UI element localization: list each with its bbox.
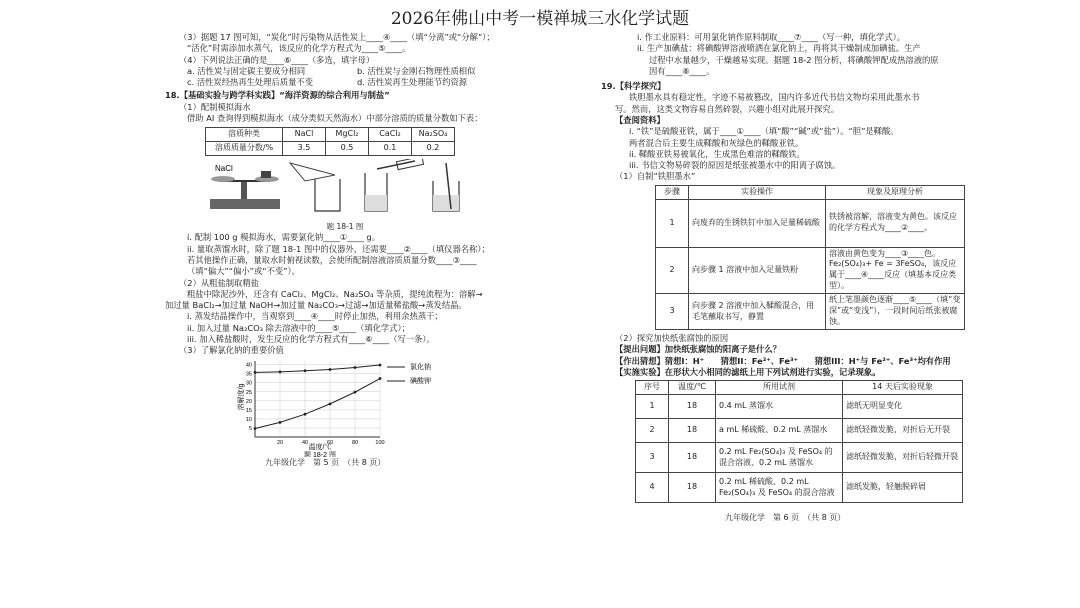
y-tick-label: 25 bbox=[245, 389, 252, 396]
beaker-with-rod-icon bbox=[433, 163, 459, 211]
data-point bbox=[254, 427, 257, 430]
graduated-cylinder-icon bbox=[365, 159, 424, 211]
question-line: 【提出问题】加快纸张腐蚀的阳离子是什么？ bbox=[615, 344, 781, 355]
data-point bbox=[329, 368, 332, 371]
table-cell: 18 bbox=[669, 395, 716, 419]
table-cell: a mL 稀硫酸、0.2 mL 蒸馏水 bbox=[716, 419, 843, 443]
text-line: ii. 生产加碘盐：将碘酸钾溶液喷洒在氯化钠上，再将其干燥制成加碘盐。生产 bbox=[637, 43, 921, 54]
table-header-cell: Na₂SO₄ bbox=[412, 128, 455, 142]
data-point bbox=[279, 370, 282, 373]
ink-experiment-table bbox=[655, 185, 965, 330]
table-cell: 0.2 mL Fe₂(SO₄)₃ 及 FeSO₄ 的混合溶液、0.2 mL 蒸馏水 bbox=[716, 443, 843, 473]
reference-heading: 【查阅资料】 bbox=[615, 114, 665, 125]
table-cell: 3 bbox=[636, 443, 669, 473]
table-header-cell: MgCl₂ bbox=[326, 128, 369, 142]
data-point bbox=[379, 377, 382, 380]
table-cell: 3.5 bbox=[283, 142, 326, 156]
q17-lines bbox=[165, 32, 525, 88]
table-cell: 向步骤 2 溶液中加入鞣酸混合，用毛笔蘸取书写，静置 bbox=[689, 294, 826, 330]
sub-heading: （1）自制“铁胆墨水” bbox=[615, 171, 696, 182]
table-cell: 溶液由黄色变为____③____色。Fe₂(SO₄)₃+ Fe = 3FeSO₄，该反应属于____④____反应（填基本反应类型）。 bbox=[826, 247, 965, 294]
chart-caption: 题 18-2 图 bbox=[304, 451, 336, 457]
text-line: （4）下列说法正确的是____⑥____（多选，填字母） bbox=[179, 54, 375, 65]
table-cell: 纸上笔墨颜色逐渐____⑤____（填“变深”或“变浅”），一段时间后纸张被腐蚀。 bbox=[826, 294, 965, 330]
solute-table bbox=[205, 127, 455, 156]
sub-heading: （2）探究加快纸张腐蚀的原因 bbox=[615, 333, 729, 344]
text-line: 两者混合后主要生成鞣酸和灰绿色的鞣酸亚铁。 bbox=[629, 137, 804, 148]
table-header-cell: 现象及原理分析 bbox=[826, 185, 965, 199]
x-axis-label: 温度/℃ bbox=[308, 443, 332, 451]
table-cell: 滤纸轻微发脆，对折后轻微开裂 bbox=[843, 443, 963, 473]
text-line: 过程中水量越少，干燥越易实现。据题 18-2 图分析，将碘酸钾配成热溶液的原 bbox=[649, 54, 939, 65]
q18-sub3: （3）了解氯化钠的重要价值 bbox=[179, 345, 284, 356]
text-line: 若其他操作正确，量取水时俯视读数，会使所配制溶液溶质质量分数____③____ bbox=[187, 255, 477, 266]
table-cell: 18 bbox=[669, 443, 716, 473]
text-line: iii. 书信文物易碎裂的原因是纸张被墨水中的阳离子腐蚀。 bbox=[629, 160, 841, 171]
data-point bbox=[379, 363, 382, 366]
option-a: a. 活性炭与固定碳主要成分相同 bbox=[187, 65, 306, 76]
experiment-line: 【实施实验】在形状大小相同的滤纸上用下列试剂进行实验，记录现象。 bbox=[615, 366, 881, 377]
x-tick-label: 80 bbox=[351, 439, 359, 446]
table-header-cell: 溶质种类 bbox=[206, 128, 283, 142]
table-cell: 0.2 bbox=[412, 142, 455, 156]
q18-sub2: （2）从粗盐制取精盐 bbox=[179, 277, 259, 288]
q18-intro: 借助 AI 查询得到模拟海水（成分类似天然海水）中部分溶质的质量分数如下表： bbox=[187, 112, 483, 123]
table-header-cell: NaCl bbox=[283, 128, 326, 142]
table-cell: 滤纸轻微发脆，对折后无开裂 bbox=[843, 419, 963, 443]
table-header-cell: 序号 bbox=[636, 381, 669, 395]
text-line: ii. 鞣酸亚铁易被氧化，生成黑色难溶的鞣酸铁。 bbox=[629, 148, 805, 159]
table-row bbox=[656, 199, 965, 247]
q18-part-b bbox=[165, 289, 525, 345]
nacl-label: NaCl bbox=[215, 164, 233, 173]
table-cell: 2 bbox=[636, 419, 669, 443]
text-line: 粗盐中除泥沙外，还含有 CaCl₂、MgCl₂、Na₂SO₄ 等杂质，提纯流程为：溶解→ bbox=[187, 288, 483, 299]
weighing-paper-icon bbox=[290, 163, 335, 181]
text-line: i. 配制 100 g 模拟海水，需要氯化钠____①____ g。 bbox=[187, 232, 380, 243]
table-header-cell: 温度/℃ bbox=[669, 381, 716, 395]
y-tick-label: 5 bbox=[248, 425, 252, 432]
q18-sub1: （1）配制模拟海水 bbox=[179, 101, 251, 112]
data-point bbox=[329, 402, 332, 405]
y-tick-label: 40 bbox=[245, 362, 252, 369]
series-line-kio3 bbox=[255, 378, 380, 428]
y-tick-label: 30 bbox=[245, 380, 252, 387]
text-line: iii. 加入稀盐酸时，发生反应的化学方程式有____⑥____（写一条）。 bbox=[187, 334, 435, 344]
table-cell: 3 bbox=[656, 294, 689, 330]
q18-title: 18.【基础实验与跨学科实践】“海洋资源的综合利用与制盐” bbox=[165, 90, 390, 101]
page-footer: 九年级化学 第 6 页 （共 8 页） bbox=[725, 513, 846, 523]
table-header-cell: CaCl₂ bbox=[369, 128, 412, 142]
table-cell: 0.2 mL 稀硫酸、0.2 mL Fe₂(SO₄)₃ 及 FeSO₄ 的混合溶液 bbox=[716, 473, 843, 503]
beaker-icon bbox=[315, 179, 340, 211]
text-line: ii. 量取蒸馏水时，除了题 18-1 图中的仪器外，还需要____②____（填仪器名称）； bbox=[187, 243, 490, 254]
table-cell: 1 bbox=[636, 395, 669, 419]
table-cell: 1 bbox=[656, 199, 689, 247]
text-line: （3）据题 17 图可知，“炭化”时污染物从活性炭上____④____（填“分离”或“分解”）； bbox=[179, 32, 495, 42]
legend-kio3: 碘酸钾 bbox=[410, 377, 431, 385]
table-row bbox=[636, 419, 963, 443]
text-line: 加过量 BaCl₂→加过量 NaOH→加过量 Na₂CO₃→过滤→加适量稀盐酸→蒸发结晶。 bbox=[165, 300, 467, 311]
series-line-nacl bbox=[255, 365, 380, 372]
page-5 bbox=[165, 32, 525, 469]
table-row bbox=[636, 395, 963, 419]
data-point bbox=[254, 371, 257, 374]
table-header-cell: 实验操作 bbox=[689, 185, 826, 199]
figure-caption: 题 18-1 图 bbox=[326, 222, 364, 232]
text-line: i. 蒸发结晶操作中，当观察到____④____时停止加热，利用余热蒸干； bbox=[187, 311, 443, 322]
table-cell: 0.5 bbox=[326, 142, 369, 156]
y-tick-label: 10 bbox=[245, 416, 252, 423]
text-line: 因有____⑧____。 bbox=[649, 65, 715, 76]
text-line: 写。然而，这类文物容易自然碎裂，兴趣小组对此展开探究。 bbox=[615, 103, 840, 114]
table-row bbox=[636, 473, 963, 503]
x-tick-label: 40 bbox=[301, 439, 309, 446]
x-tick-label: 60 bbox=[326, 439, 334, 446]
table-cell: 2 bbox=[656, 247, 689, 294]
data-point bbox=[304, 412, 307, 415]
legend-nacl: 氯化钠 bbox=[410, 363, 431, 371]
text-line: ii. 加入过量 Na₂CO₃ 除去溶液中的____⑤____（填化学式）； bbox=[187, 322, 410, 333]
x-tick-label: 20 bbox=[276, 439, 284, 446]
page-6 bbox=[601, 32, 970, 524]
x-tick-label: 100 bbox=[375, 439, 385, 446]
solubility-chart bbox=[165, 357, 525, 457]
table-cell: 铁锈被溶解，溶液变为黄色。该反应的化学方程式为____②____。 bbox=[826, 199, 965, 247]
balance-icon bbox=[210, 171, 280, 209]
corrosion-experiment-table bbox=[635, 380, 963, 503]
text-line: i. 作工业原料：可用氯化钠作原料制取____⑦____（写一种，填化学式）。 bbox=[637, 32, 906, 42]
y-tick-label: 20 bbox=[245, 398, 252, 405]
table-cell: 18 bbox=[669, 473, 716, 503]
option-c: c. 活性炭经热再生处理后质量不变 bbox=[187, 77, 313, 88]
table-row bbox=[636, 443, 963, 473]
figure-18-1 bbox=[165, 159, 525, 232]
table-cell: 滤纸发脆，轻触脱碎屑 bbox=[843, 473, 963, 503]
data-point bbox=[279, 421, 282, 424]
y-axis-label: 溶解度/g bbox=[238, 383, 245, 410]
table-cell: 0.4 mL 蒸馏水 bbox=[716, 395, 843, 419]
table-row bbox=[656, 294, 965, 330]
q18-part-a bbox=[165, 232, 525, 277]
table-header-cell: 所用试剂 bbox=[716, 381, 843, 395]
data-point bbox=[354, 366, 357, 369]
data-point bbox=[304, 369, 307, 372]
table-header-cell: 步骤 bbox=[656, 185, 689, 199]
data-point bbox=[354, 390, 357, 393]
table-header-cell: 14 天后实验现象 bbox=[843, 381, 963, 395]
y-tick-label: 15 bbox=[245, 407, 252, 414]
table-cell: 滤纸无明显变化 bbox=[843, 395, 963, 419]
hypothesis-line: 【作出猜想】猜想I：H⁺ 猜想II：Fe²⁺、Fe³⁺ 猜想III：H⁺与 Fe²⁺、Fe³⁺均有作用 bbox=[615, 355, 951, 366]
table-cell: 0.1 bbox=[369, 142, 412, 156]
lab-apparatus-illustration bbox=[165, 159, 525, 219]
text-line: i. “铁”是硫酸亚铁，属于____①____（填“酸”“碱”或“盐”）。“胆”是鞣酸。 bbox=[629, 126, 899, 137]
table-cell: 18 bbox=[669, 419, 716, 443]
text-line: （填“偏大”“偏小”或“不变”）。 bbox=[187, 266, 300, 277]
text-line: “活化”时需添加水蒸气，该反应的化学方程式为____⑤____。 bbox=[187, 43, 411, 54]
page-footer: 九年级化学 第 5 页 （共 8 页） bbox=[265, 457, 386, 467]
document-title: 2026年佛山中考一模禅城三水化学试题 bbox=[390, 9, 690, 29]
table-cell: 4 bbox=[636, 473, 669, 503]
text-line: 铁胆墨水具有稳定性，字迹不易被篡改，国内许多近代书信文物均采用此墨水书 bbox=[629, 92, 920, 103]
table-cell: 向步骤 1 溶液中加入足量铁粉 bbox=[689, 247, 826, 294]
table-cell: 向废弃的生锈铁钉中加入足量稀硫酸 bbox=[689, 199, 826, 247]
table-row bbox=[656, 247, 965, 294]
q19-title: 19.【科学探究】 bbox=[601, 81, 666, 92]
option-b: b. 活性炭与金刚石物理性质相似 bbox=[357, 65, 476, 76]
y-tick-label: 35 bbox=[245, 371, 252, 378]
option-d: d. 活性炭再生处理能节约资源 bbox=[357, 77, 468, 88]
table-cell: 溶质质量分数/% bbox=[206, 142, 283, 156]
